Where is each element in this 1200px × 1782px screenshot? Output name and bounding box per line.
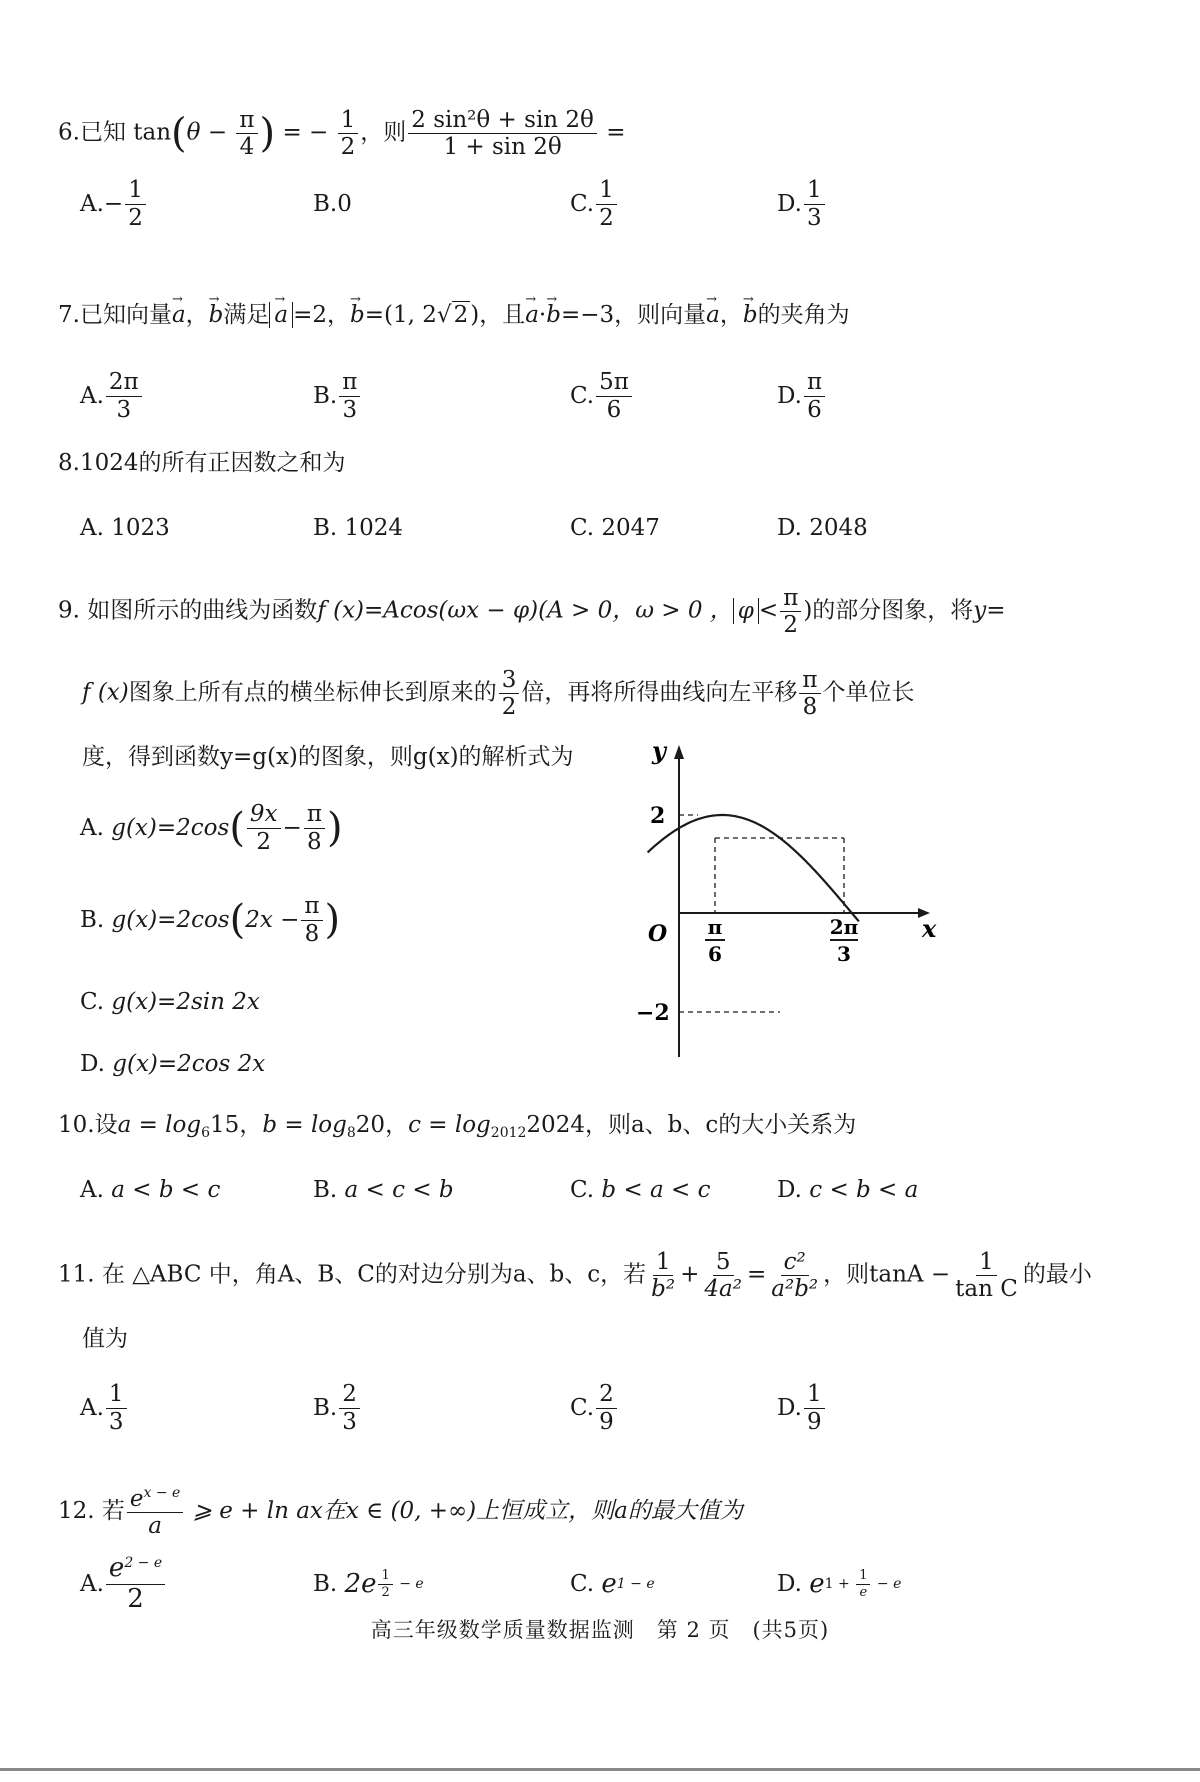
math-text: θ − xyxy=(186,119,228,146)
option-d: D. 2048 xyxy=(777,515,868,541)
option-d: D. e 1 + $\frac{1}{e}$ − e xyxy=(777,1567,902,1600)
x-axis-label: x xyxy=(922,914,937,943)
question-7-options xyxy=(80,366,1080,426)
question-8: 8.1024的所有正因数之和为 xyxy=(58,450,346,476)
option-d: D. $\frac{1}{9}$ xyxy=(777,1378,827,1438)
option-c: C. e 1 − e xyxy=(570,1569,655,1599)
question-11-line-2: 值为 xyxy=(82,1326,128,1352)
option-a: A. $\frac{1}{3}$ xyxy=(80,1378,129,1438)
origin-label: O xyxy=(648,921,668,947)
option-c: C. $\frac{2}{9}$ xyxy=(570,1378,619,1438)
fraction: $\frac{\text{2 sin²θ + sin 2θ}}{1 + \sin 2\theta}$ xyxy=(408,108,597,159)
question-12: 12. 若 $\frac{e^{x - e}}{a}$ ⩾ e + ln ax在x ∈ (0, +∞)上恒成立，则a的最大值为 xyxy=(58,1485,743,1540)
option-c: C. 2047 xyxy=(570,515,660,541)
tick-label-y-bottom: −2 xyxy=(636,1000,670,1026)
option-a: A. $\frac{e^{2 - e}}{2}$ xyxy=(80,1554,167,1614)
question-10-options xyxy=(80,1160,1080,1220)
option-b: B. 2e $\frac{1}{2}$ − e xyxy=(313,1567,424,1600)
option-a: A. g(x)=2cos ( $\frac{9x}{2}$ − $\frac{\pi}{8}$ ) xyxy=(80,801,343,855)
paren: ) xyxy=(259,110,276,157)
math-text: tan xyxy=(133,119,172,146)
option-c: C. b < a < c xyxy=(570,1177,711,1203)
question-7: 7.已知向量→ a，→ b满足→ a =2，→ b=(1, 2√2)，且→ a·→ b=−3，则向量→ a，→ b的夹角为 xyxy=(58,300,850,330)
question-9-line-3: 度，得到函数y=g(x)的图象，则g(x)的解析式为 xyxy=(82,744,574,770)
option-a: A. a < b < c xyxy=(80,1177,221,1203)
question-text: 已知 xyxy=(79,119,126,146)
option-d: D. g(x)=2cos 2x xyxy=(80,1051,266,1077)
option-c: C. $\frac{1}{2}$ xyxy=(570,174,619,234)
fraction: $\frac{\pi}{4}$ xyxy=(236,108,257,159)
y-axis-arrow-icon xyxy=(674,745,684,759)
option-b: B. $\frac{2}{3}$ xyxy=(313,1378,362,1438)
option-d: D. $\frac{1}{3}$ xyxy=(777,174,827,234)
math-text: = xyxy=(606,119,626,146)
question-10: 10.设$a = \log_615$，$b = \log_820$，$c = \log_{2012}2024$，则a、b、c的大小关系为 xyxy=(58,1112,857,1141)
option-b: B. 1024 xyxy=(313,515,404,541)
y-axis-label: y xyxy=(652,736,666,765)
option-b: B. g(x)=2cos ( 2x − $\frac{\pi}{8}$ ) xyxy=(80,893,341,947)
option-a: A. − $\frac{1}{2}$ xyxy=(80,174,148,234)
tick-label-x2-den: 3 xyxy=(837,942,851,966)
question-12-options xyxy=(80,1554,1080,1614)
option-a: A. 1023 xyxy=(80,515,170,541)
tick-label-x1-den: 6 xyxy=(708,942,722,966)
option-b: B. 0 xyxy=(313,191,352,217)
option-d: D. c < b < a xyxy=(777,1177,919,1203)
question-6-options xyxy=(80,174,1080,234)
option-b: B. a < c < b xyxy=(313,1177,454,1203)
paren: ( xyxy=(171,110,187,157)
option-c: C. $\frac{5\pi}{6}$ xyxy=(570,366,634,426)
scan-edge-divider xyxy=(0,1768,1200,1771)
question-11-options xyxy=(80,1378,1080,1438)
tick-label-x1-num: π xyxy=(707,915,723,939)
question-11-line-1: 11. 在 △ABC 中，角A、B、C的对边分别为a、b、c，若 $\frac{1}{\text{b²}}$ + $\frac{5}{\text{4a²}}$ = $\frac{\text{c²}}{\text{a²b²}}$ ，则tanA − $\frac{1}{\text{tan C}}$ 的最小 xyxy=(58,1249,1092,1303)
question-9-line-2: f (x)图象上所有点的横坐标伸长到原来的 $\frac{3}{2}$ 倍，再将所得曲线向左平移 $\frac{\pi}{8}$ 个单位长 xyxy=(82,667,915,721)
tick-label-y-top: 2 xyxy=(650,803,666,829)
fraction: $\frac{1}{2}$ xyxy=(338,108,359,159)
question-6 xyxy=(58,108,626,159)
question-number: 6. xyxy=(58,119,80,146)
option-a: A. $\frac{2\pi}{3}$ xyxy=(80,366,144,426)
option-d: D. $\frac{\pi}{6}$ xyxy=(777,366,827,426)
math-text: = − xyxy=(282,119,329,146)
cosine-graph xyxy=(630,735,960,1065)
option-c: C. g(x)=2sin 2x xyxy=(80,989,260,1015)
question-9-line-1: 9. 如图所示的曲线为函数f (x)=Acos(ωx − φ)(A > 0，ω > 0 ， φ < $\frac{\pi}{2}$ )的部分图象，将y= xyxy=(58,585,1006,639)
option-b: B. $\frac{\pi}{3}$ xyxy=(313,366,362,426)
tick-label-x2-num: 2π xyxy=(829,915,859,939)
page-footer: 高三年级数学质量数据监测 第 2 页 (共5页) xyxy=(370,1618,830,1642)
question-8-options xyxy=(80,498,1080,558)
question-text: ，则 xyxy=(360,119,407,146)
